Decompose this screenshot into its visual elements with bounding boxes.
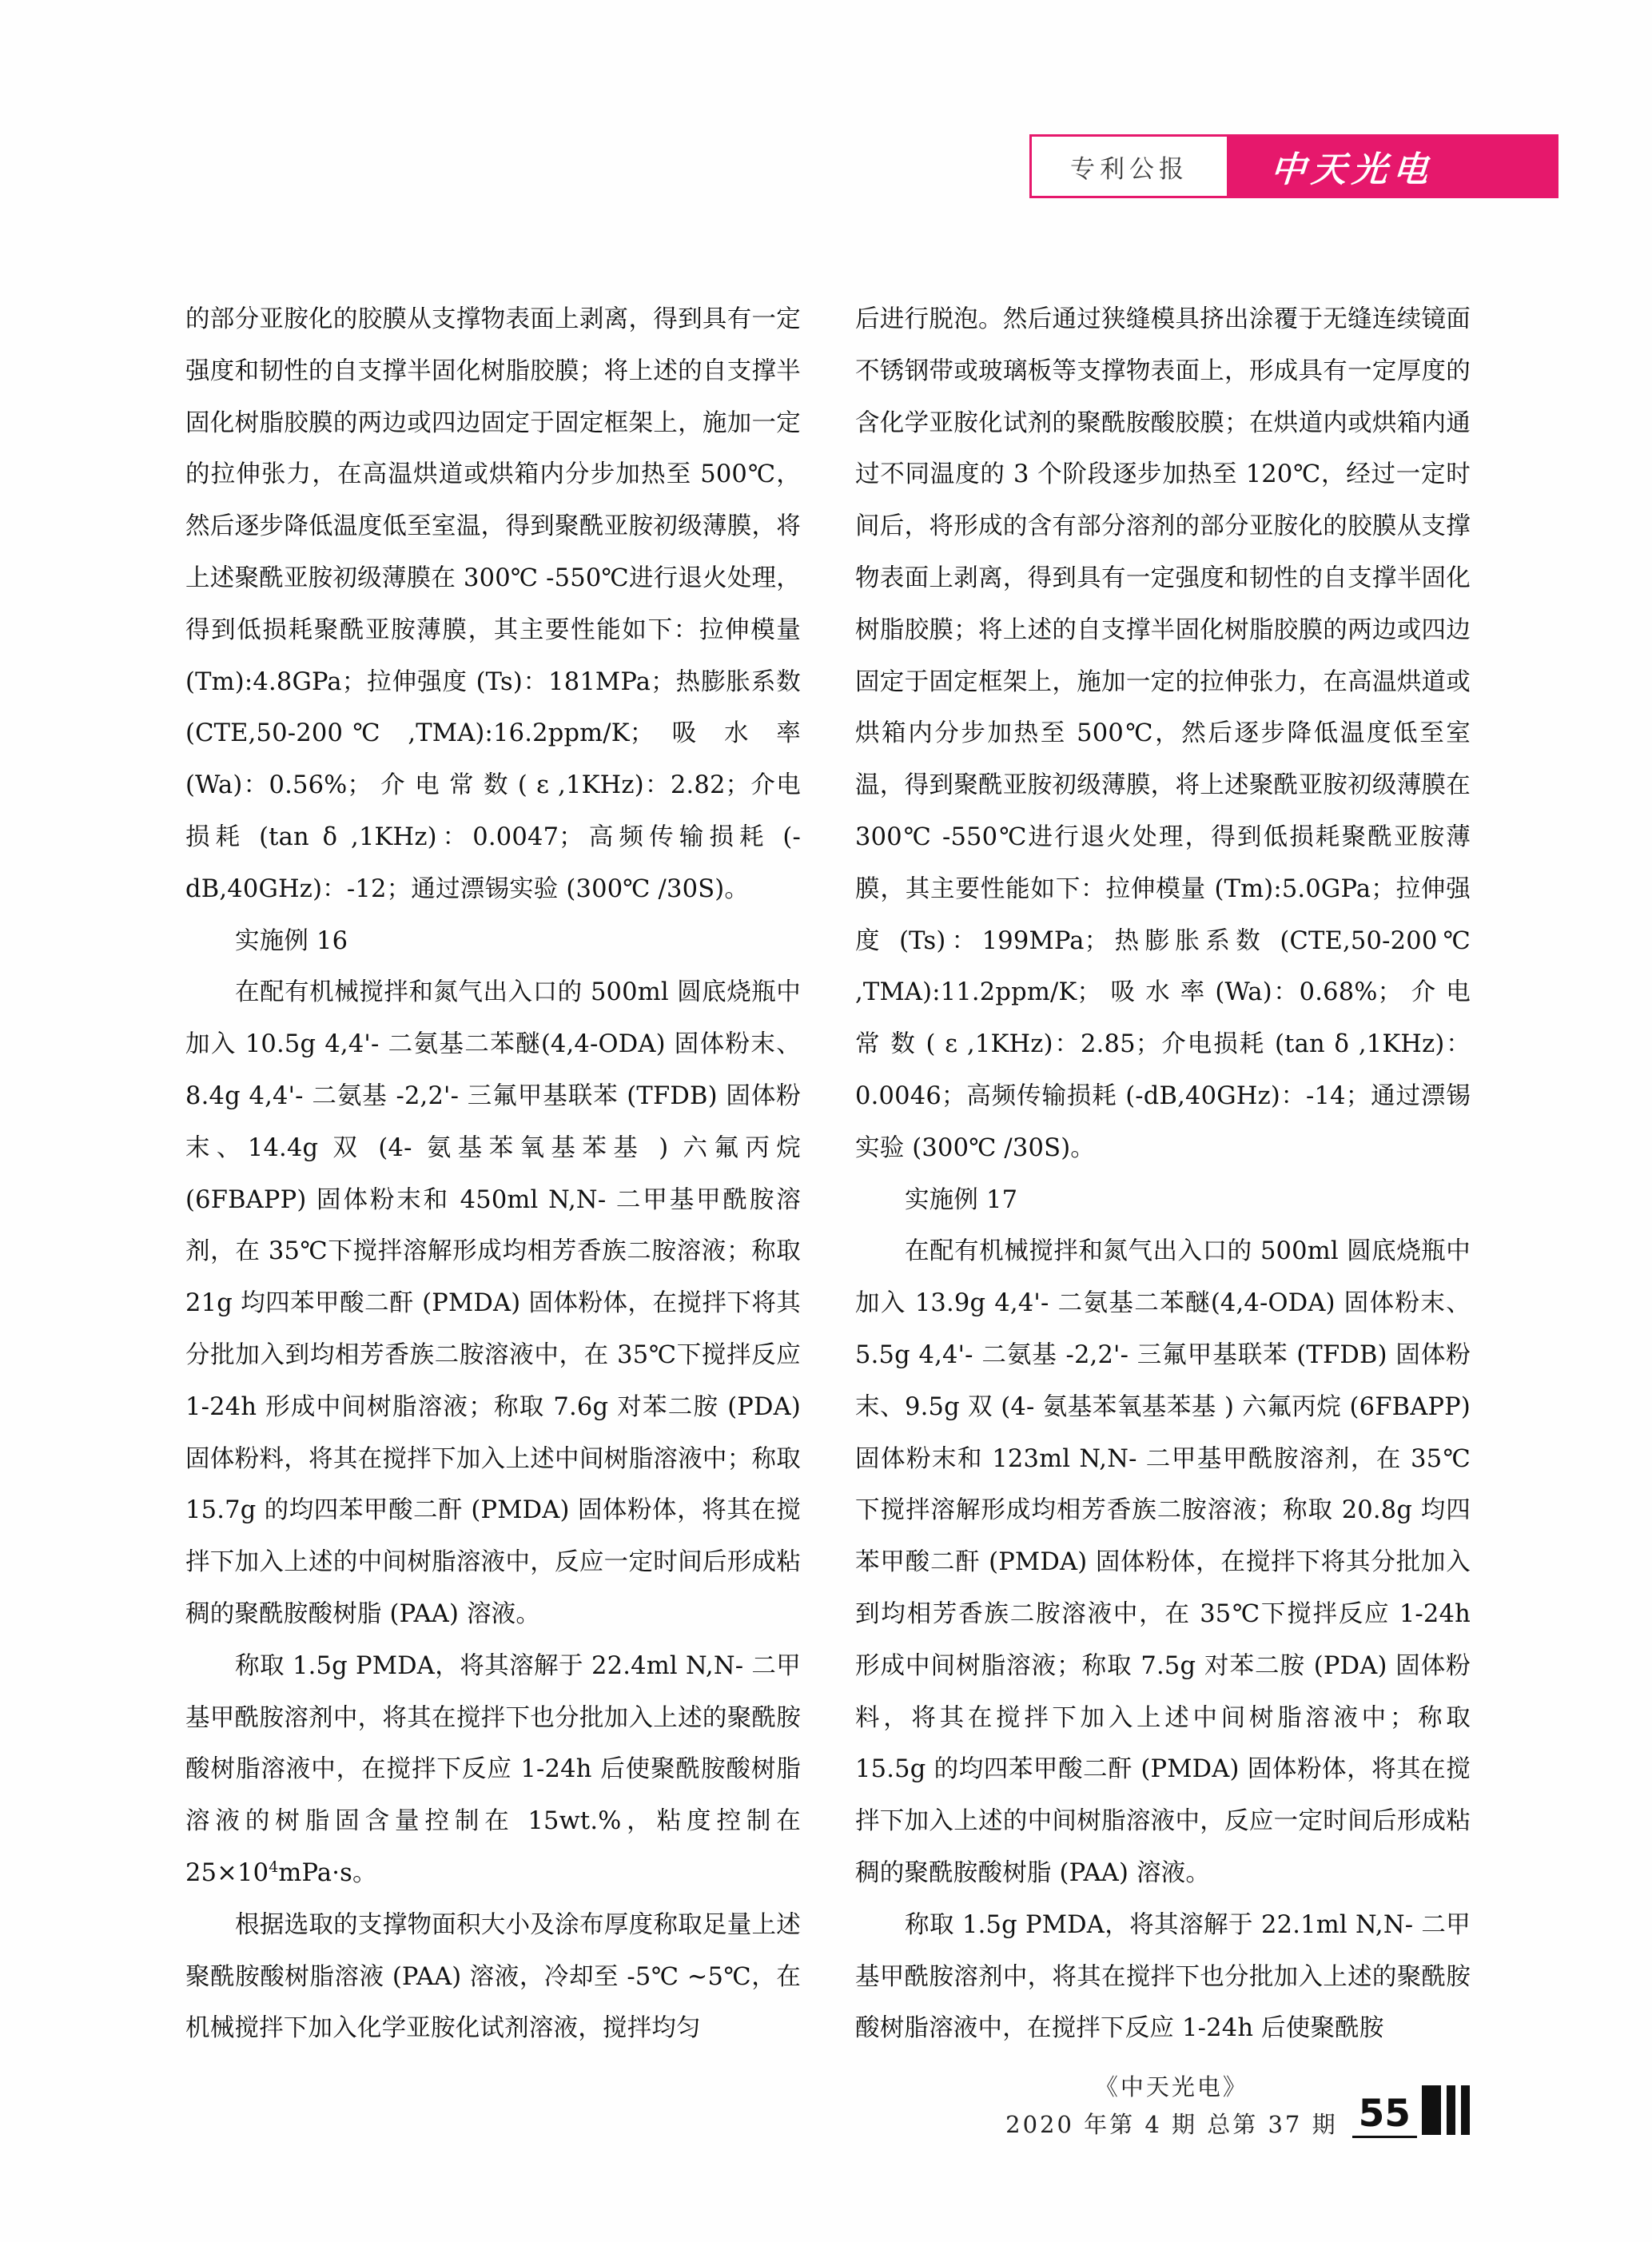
- page-number: 55: [1352, 2095, 1417, 2138]
- masthead-tag-label: 专利公报: [1029, 134, 1229, 198]
- column-right: [855, 294, 1471, 2055]
- exponent: 4: [269, 1858, 279, 1876]
- journal-title: 《中天光电》: [1094, 2073, 1248, 2101]
- paragraph-text-part: 称取 1.5g PMDA，将其溶解于 22.4ml N,N- 二甲基甲酰胺溶剂中，将其在搅拌下也分批加入上述的聚酰胺酸树脂溶液中，在搅拌下反应 1-24h 后使聚酰胺酸树脂溶液的树脂固含量控制在 15wt.%，粘度控制在 25×10: [185, 1651, 801, 1887]
- masthead-brand-label: 中天光电: [1268, 149, 1435, 190]
- paragraph-text-part: mPa·s。: [278, 1858, 377, 1887]
- paragraph: 的部分亚胺化的胶膜从支撑物表面上剥离，得到具有一定强度和韧性的自支撑半固化树脂胶膜；将上述的自支撑半固化树脂胶膜的两边或四边固定于固定框架上，施加一定的拉伸张力，在高温烘道或烘箱内分步加热至 500℃，然后逐步降低温度低至室温，得到聚酰亚胺初级薄膜，将上述聚酰亚胺初级薄膜在 300℃ -550℃进行退火处理，得到低损耗聚酰亚胺薄膜，其主要性能如下：拉伸模量 (Tm):4.8GPa；拉伸强度 (Ts)：181MPa；热膨胀系数 (CTE,50-200℃ ,TMA):16.2ppm/K； 吸 水 率 (Wa)：0.56%； 介 电 常 数 ( ε ,1KHz)：2.82；介电损耗 (tan δ ,1KHz)：0.0047；高频传输损耗 (-dB,40GHz)：-12；通过漂锡实验 (300℃ /30S)。: [185, 305, 801, 903]
- page-footer: [1005, 2069, 1470, 2140]
- paragraph: 称取 1.5g PMDA，将其溶解于 22.1ml N,N- 二甲基甲酰胺溶剂中，将其在搅拌下也分批加入上述的聚酰胺酸树脂溶液中，在搅拌下反应 1-24h 后使聚酰胺: [855, 1910, 1471, 2043]
- paragraph: 在配有机械搅拌和氮气出入口的 500ml 圆底烧瓶中加入 13.9g 4,4'- 二氨基二苯醚(4,4-ODA) 固体粉末、5.5g 4,4'- 二氨基 -2,2'- 三氟甲基联苯 (TFDB) 固体粉末、9.5g 双 (4- 氨基苯氧基苯基 ) 六氟丙烷 (6FBAPP) 固体粉末和 123ml N,N- 二甲基甲酰胺溶剂，在 35℃下搅拌溶解形成均相芳香族二胺溶液；称取 20.8g 均四苯甲酸二酐 (PMDA) 固体粉体，在搅拌下将其分批加入到均相芳香族二胺溶液中，在 35℃下搅拌反应 1-24h 形成中间树脂溶液；称取 7.5g 对苯二胺 (PDA) 固体粉料，将其在搅拌下加入上述中间树脂溶液中；称取 15.5g 的均四苯甲酸二酐 (PMDA) 固体粉体，将其在搅拌下加入上述的中间树脂溶液中，反应一定时间后形成粘稠的聚酰胺酸树脂 (PAA) 溶液。: [855, 1237, 1471, 1887]
- paragraph: 后进行脱泡。然后通过狭缝模具挤出涂覆于无缝连续镜面不锈钢带或玻璃板等支撑物表面上，形成具有一定厚度的含化学亚胺化试剂的聚酰胺酸胶膜；在烘道内或烘箱内通过不同温度的 3 个阶段逐步加热至 120℃，经过一定时间后，将形成的含有部分溶剂的部分亚胺化的胶膜从支撑物表面上剥离，得到具有一定强度和韧性的自支撑半固化树脂胶膜；将上述的自支撑半固化树脂胶膜的两边或四边固定于固定框架上，施加一定的拉伸张力，在高温烘道或烘箱内分步加热至 500℃，然后逐步降低温度低至室温，得到聚酰亚胺初级薄膜，将上述聚酰亚胺初级薄膜在 300℃ -550℃进行退火处理，得到低损耗聚酰亚胺薄膜，其主要性能如下：拉伸模量 (Tm):5.0GPa；拉伸强度 (Ts)：199MPa；热膨胀系数 (CTE,50-200℃ ,TMA):11.2ppm/K； 吸 水 率 (Wa)：0.68%； 介 电 常 数 ( ε ,1KHz)：2.85；介电损耗 (tan δ ,1KHz)：0.0046；高频传输损耗 (-dB,40GHz)：-14；通过漂锡实验 (300℃ /30S)。: [855, 305, 1471, 1162]
- paragraph: [185, 1641, 801, 1900]
- column-left: [185, 294, 801, 2055]
- decorative-bars-icon: [1422, 2085, 1470, 2138]
- issue-info: 2020 年第 4 期 总第 37 期: [1005, 2111, 1338, 2138]
- body-columns: [185, 294, 1471, 2055]
- paragraph: 根据选取的支撑物面积大小及涂布厚度称取足量上述聚酰胺酸树脂溶液 (PAA) 溶液，冷却至 -5℃ ~5℃，在机械搅拌下加入化学亚胺化试剂溶液，搅拌均匀: [185, 1910, 801, 2043]
- example-heading: 实施例 17: [905, 1185, 1018, 1214]
- masthead: [1029, 134, 1558, 198]
- example-heading: 实施例 16: [235, 926, 348, 955]
- paragraph: 在配有机械搅拌和氮气出入口的 500ml 圆底烧瓶中加入 10.5g 4,4'- 二氨基二苯醚(4,4-ODA) 固体粉末、8.4g 4,4'- 二氨基 -2,2'- 三氟甲基联苯 (TFDB) 固体粉末、14.4g 双 (4- 氨基苯氧基苯基 ) 六氟丙烷 (6FBAPP) 固体粉末和 450ml N,N- 二甲基甲酰胺溶剂，在 35℃下搅拌溶解形成均相芳香族二胺溶液；称取 21g 均四苯甲酸二酐 (PMDA) 固体粉体，在搅拌下将其分批加入到均相芳香族二胺溶液中，在 35℃下搅拌反应 1-24h 形成中间树脂溶液；称取 7.6g 对苯二胺 (PDA) 固体粉料，将其在搅拌下加入上述中间树脂溶液中；称取 15.7g 的均四苯甲酸二酐 (PMDA) 固体粉体，将其在搅拌下加入上述的中间树脂溶液中，反应一定时间后形成粘稠的聚酰胺酸树脂 (PAA) 溶液。: [185, 978, 801, 1628]
- page-number-block: [1352, 2085, 1470, 2138]
- masthead-brand: [1229, 134, 1558, 198]
- footer-journal-block: [1005, 2069, 1337, 2140]
